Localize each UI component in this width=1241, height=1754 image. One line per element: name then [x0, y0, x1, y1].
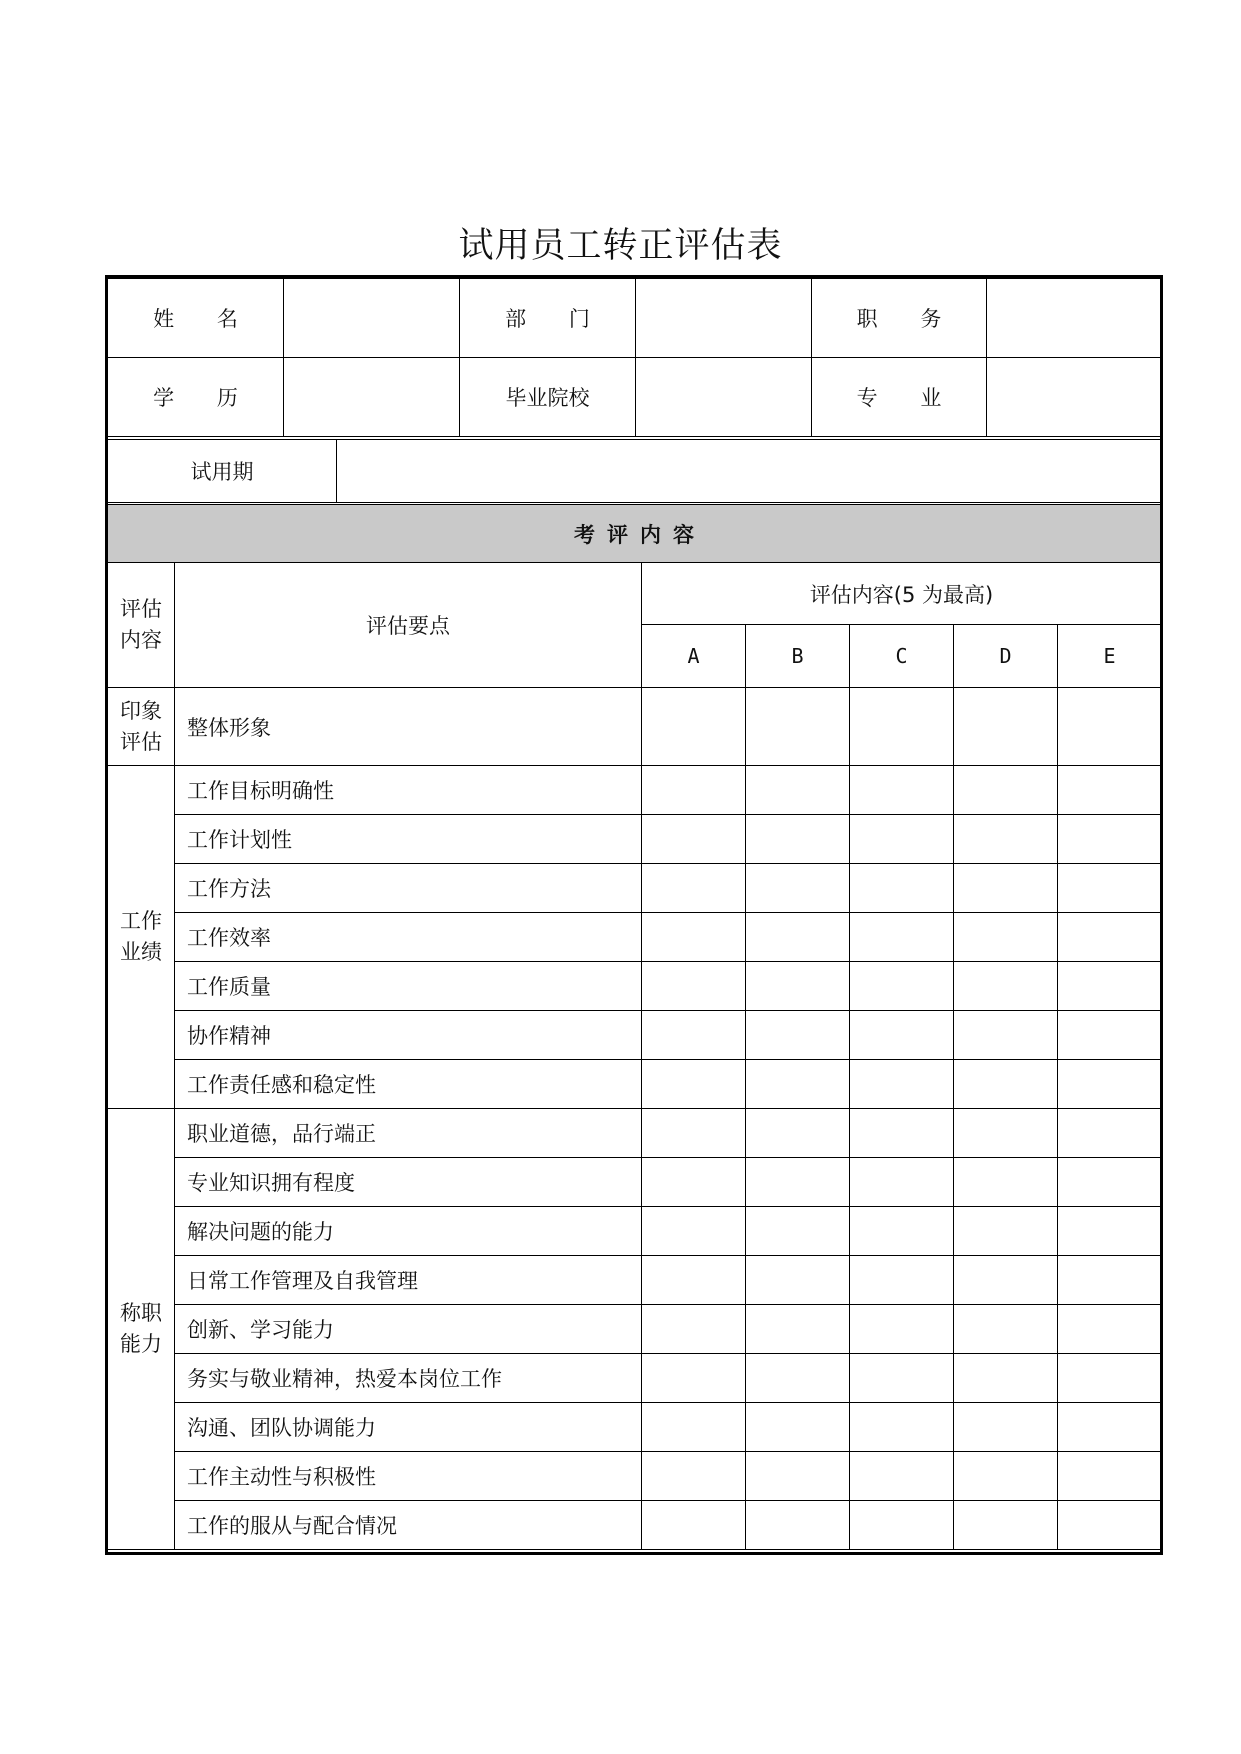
evaluation-row	[108, 1256, 1162, 1305]
score-cell-c[interactable]	[850, 815, 954, 864]
category-performance: 工作业绩	[108, 766, 175, 1109]
evaluation-point: 职业道德，品行端正	[175, 1109, 642, 1158]
score-cell-a[interactable]	[642, 864, 746, 913]
section-header: 考评内容	[108, 505, 1161, 563]
score-cell-c[interactable]	[850, 1011, 954, 1060]
grade-d-header: D	[954, 625, 1058, 688]
name-label: 姓 名	[108, 279, 284, 358]
score-cell-e[interactable]	[1058, 1403, 1162, 1452]
score-cell-a[interactable]	[642, 1060, 746, 1109]
score-cell-e[interactable]	[1058, 766, 1162, 815]
evaluation-row	[108, 1452, 1162, 1501]
score-cell-c[interactable]	[850, 1305, 954, 1354]
score-cell-b[interactable]	[746, 1403, 850, 1452]
score-cell-a[interactable]	[642, 815, 746, 864]
score-cell-c[interactable]	[850, 1403, 954, 1452]
score-cell-a[interactable]	[642, 1256, 746, 1305]
score-cell-d[interactable]	[954, 766, 1058, 815]
score-cell-d[interactable]	[954, 962, 1058, 1011]
score-cell-c[interactable]	[850, 688, 954, 766]
score-cell-e[interactable]	[1058, 1011, 1162, 1060]
evaluation-point: 解决问题的能力	[175, 1207, 642, 1256]
score-cell-a[interactable]	[642, 1354, 746, 1403]
grade-b-header: B	[746, 625, 850, 688]
score-cell-a[interactable]	[642, 1452, 746, 1501]
personal-info-table	[107, 278, 1162, 437]
score-cell-d[interactable]	[954, 1501, 1058, 1550]
grade-e-header: E	[1058, 625, 1162, 688]
score-cell-c[interactable]	[850, 864, 954, 913]
school-field[interactable]	[636, 358, 812, 437]
category-competence: 称职能力	[108, 1109, 175, 1550]
score-cell-d[interactable]	[954, 913, 1058, 962]
score-cell-a[interactable]	[642, 1158, 746, 1207]
score-cell-a[interactable]	[642, 1403, 746, 1452]
score-cell-a[interactable]	[642, 766, 746, 815]
score-cell-b[interactable]	[746, 1109, 850, 1158]
evaluation-point: 创新、学习能力	[175, 1305, 642, 1354]
score-cell-e[interactable]	[1058, 864, 1162, 913]
score-cell-c[interactable]	[850, 1256, 954, 1305]
score-header: 评估内容(5 为最高)	[642, 563, 1162, 625]
education-label: 学 历	[108, 358, 284, 437]
score-cell-a[interactable]	[642, 1305, 746, 1354]
evaluation-point: 沟通、团队协调能力	[175, 1403, 642, 1452]
score-cell-c[interactable]	[850, 766, 954, 815]
score-cell-e[interactable]	[1058, 1060, 1162, 1109]
major-field[interactable]	[987, 358, 1162, 437]
score-cell-b[interactable]	[746, 1060, 850, 1109]
evaluation-point: 工作质量	[175, 962, 642, 1011]
score-cell-e[interactable]	[1058, 1452, 1162, 1501]
evaluation-row	[108, 1207, 1162, 1256]
score-cell-b[interactable]	[746, 1354, 850, 1403]
evaluation-row	[108, 962, 1162, 1011]
score-cell-a[interactable]	[642, 1109, 746, 1158]
score-cell-e[interactable]	[1058, 1501, 1162, 1550]
score-cell-c[interactable]	[850, 1501, 954, 1550]
score-cell-d[interactable]	[954, 1011, 1058, 1060]
evaluation-point: 工作责任感和稳定性	[175, 1060, 642, 1109]
school-label: 毕业院校	[460, 358, 636, 437]
score-cell-d[interactable]	[954, 815, 1058, 864]
evaluation-row	[108, 688, 1162, 766]
grade-c-header: C	[850, 625, 954, 688]
score-cell-d[interactable]	[954, 1109, 1058, 1158]
major-label: 专 业	[812, 358, 987, 437]
score-cell-d[interactable]	[954, 1158, 1058, 1207]
score-cell-e[interactable]	[1058, 1158, 1162, 1207]
score-cell-d[interactable]	[954, 1354, 1058, 1403]
score-cell-d[interactable]	[954, 688, 1058, 766]
education-field[interactable]	[284, 358, 460, 437]
evaluation-row	[108, 1305, 1162, 1354]
score-cell-b[interactable]	[746, 688, 850, 766]
page-title: 试用员工转正评估表	[458, 226, 783, 266]
score-cell-d[interactable]	[954, 864, 1058, 913]
score-cell-d[interactable]	[954, 1060, 1058, 1109]
evaluation-point: 工作计划性	[175, 815, 642, 864]
score-cell-b[interactable]	[746, 1452, 850, 1501]
score-cell-c[interactable]	[850, 962, 954, 1011]
department-label: 部 门	[460, 279, 636, 358]
score-cell-b[interactable]	[746, 1158, 850, 1207]
evaluation-point: 工作的服从与配合情况	[175, 1501, 642, 1550]
score-cell-b[interactable]	[746, 1207, 850, 1256]
score-cell-b[interactable]	[746, 962, 850, 1011]
position-field[interactable]	[987, 279, 1162, 358]
score-cell-a[interactable]	[642, 962, 746, 1011]
points-column-header: 评估要点	[175, 563, 642, 688]
score-cell-a[interactable]	[642, 1011, 746, 1060]
evaluation-table	[107, 562, 1162, 1550]
score-cell-b[interactable]	[746, 1256, 850, 1305]
score-cell-c[interactable]	[850, 1060, 954, 1109]
name-field[interactable]	[284, 279, 460, 358]
score-cell-a[interactable]	[642, 688, 746, 766]
score-cell-c[interactable]	[850, 1354, 954, 1403]
score-cell-e[interactable]	[1058, 1256, 1162, 1305]
evaluation-row	[108, 913, 1162, 962]
score-cell-d[interactable]	[954, 1403, 1058, 1452]
probation-table	[107, 439, 1162, 503]
category-impression: 印象评估	[108, 688, 175, 766]
score-cell-c[interactable]	[850, 913, 954, 962]
evaluation-point: 协作精神	[175, 1011, 642, 1060]
score-cell-a[interactable]	[642, 1207, 746, 1256]
score-cell-b[interactable]	[746, 815, 850, 864]
score-cell-b[interactable]	[746, 1501, 850, 1550]
evaluation-point: 务实与敬业精神，热爱本岗位工作	[175, 1354, 642, 1403]
evaluation-row	[108, 1403, 1162, 1452]
section-header-table	[107, 504, 1161, 563]
evaluation-row	[108, 766, 1162, 815]
evaluation-row	[108, 864, 1162, 913]
evaluation-row	[108, 815, 1162, 864]
evaluation-point: 工作效率	[175, 913, 642, 962]
evaluation-row	[108, 1158, 1162, 1207]
score-cell-e[interactable]	[1058, 815, 1162, 864]
evaluation-row	[108, 1354, 1162, 1403]
evaluation-row	[108, 1011, 1162, 1060]
evaluation-point: 工作方法	[175, 864, 642, 913]
evaluation-row	[108, 1060, 1162, 1109]
score-cell-e[interactable]	[1058, 1207, 1162, 1256]
score-cell-c[interactable]	[850, 1109, 954, 1158]
score-cell-b[interactable]	[746, 864, 850, 913]
score-cell-c[interactable]	[850, 1207, 954, 1256]
score-cell-d[interactable]	[954, 1256, 1058, 1305]
score-cell-e[interactable]	[1058, 962, 1162, 1011]
score-cell-b[interactable]	[746, 1011, 850, 1060]
evaluation-point: 工作目标明确性	[175, 766, 642, 815]
probation-label: 试用期	[108, 440, 337, 503]
evaluation-point: 专业知识拥有程度	[175, 1158, 642, 1207]
evaluation-point: 日常工作管理及自我管理	[175, 1256, 642, 1305]
score-cell-b[interactable]	[746, 766, 850, 815]
evaluation-point: 整体形象	[175, 688, 642, 766]
content-column-header: 评估内容	[108, 563, 175, 688]
score-cell-b[interactable]	[746, 1305, 850, 1354]
score-cell-c[interactable]	[850, 1452, 954, 1501]
score-cell-d[interactable]	[954, 1305, 1058, 1354]
score-cell-e[interactable]	[1058, 1109, 1162, 1158]
score-cell-d[interactable]	[954, 1452, 1058, 1501]
score-cell-e[interactable]	[1058, 688, 1162, 766]
score-cell-b[interactable]	[746, 913, 850, 962]
position-label: 职 务	[812, 279, 987, 358]
score-cell-e[interactable]	[1058, 1354, 1162, 1403]
score-cell-d[interactable]	[954, 1207, 1058, 1256]
score-cell-a[interactable]	[642, 1501, 746, 1550]
probation-field[interactable]	[337, 440, 1162, 503]
evaluation-row	[108, 1501, 1162, 1550]
grade-a-header: A	[642, 625, 746, 688]
department-field[interactable]	[636, 279, 812, 358]
evaluation-point: 工作主动性与积极性	[175, 1452, 642, 1501]
score-cell-e[interactable]	[1058, 913, 1162, 962]
score-cell-a[interactable]	[642, 913, 746, 962]
evaluation-row	[108, 1109, 1162, 1158]
score-cell-c[interactable]	[850, 1158, 954, 1207]
score-cell-e[interactable]	[1058, 1305, 1162, 1354]
